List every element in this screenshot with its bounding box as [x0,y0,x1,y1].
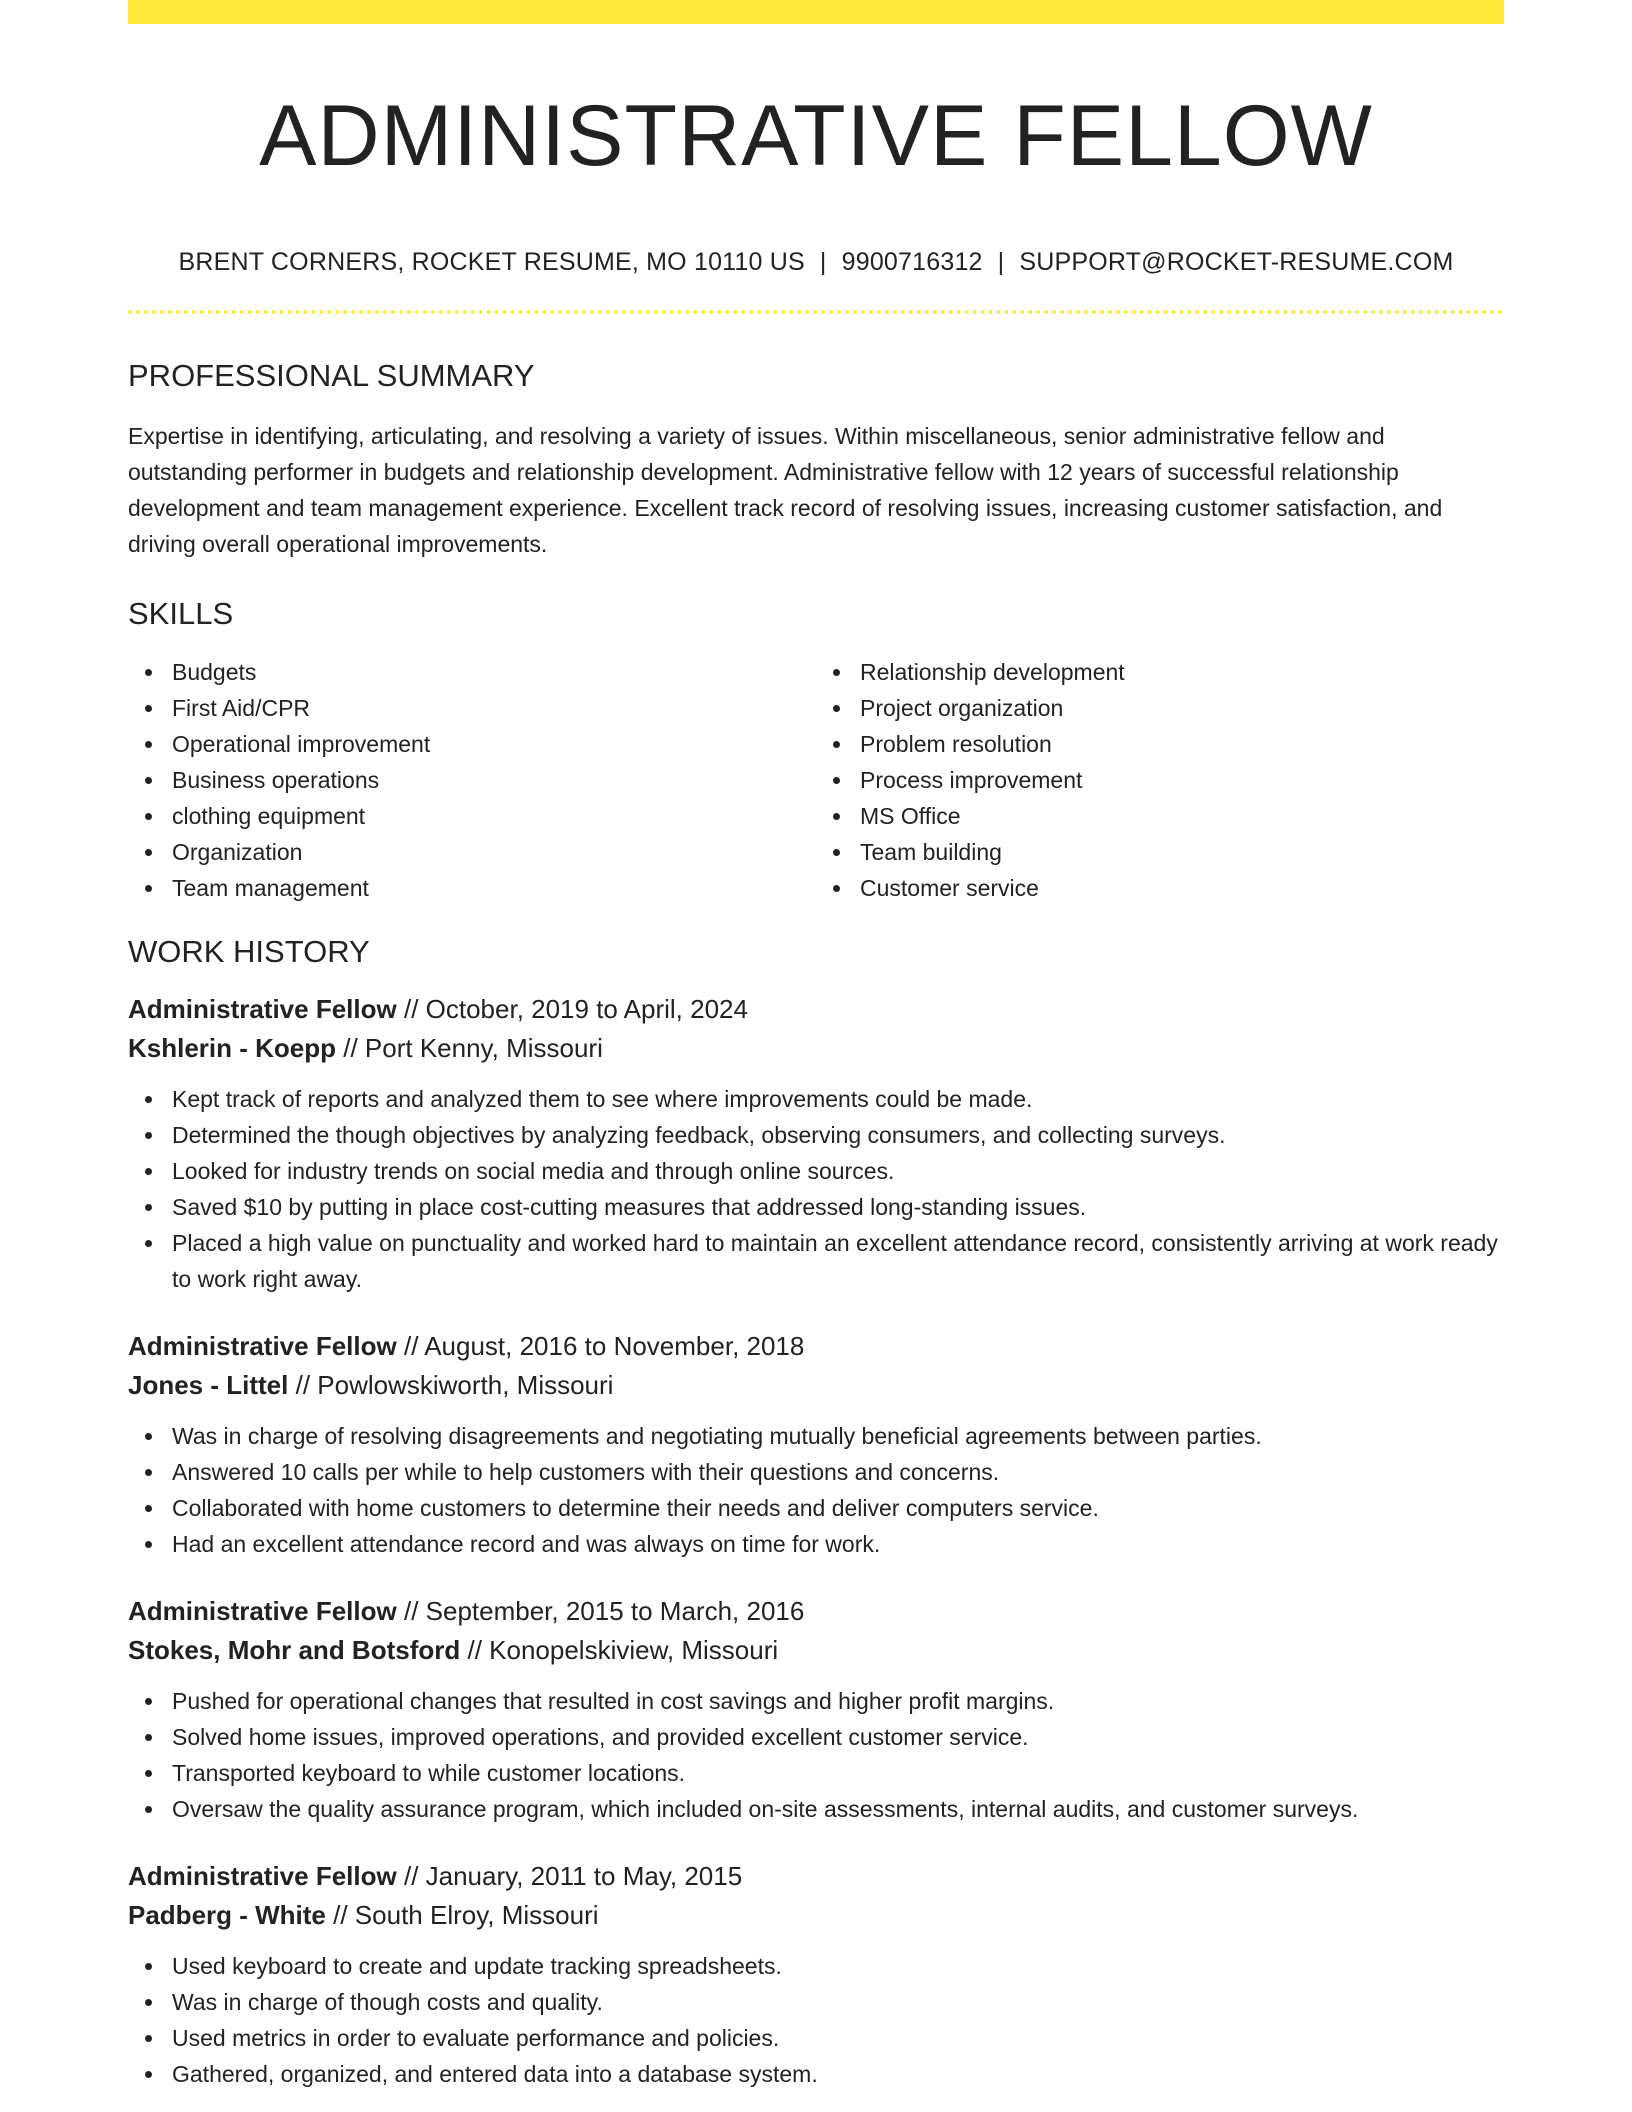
skill-item: Business operations [172,762,816,798]
skill-item: Team building [860,834,1504,870]
job-entry [128,1857,1504,2092]
skill-item: Project organization [860,690,1504,726]
skill-item: clothing equipment [172,798,816,834]
duty-item: Solved home issues, improved operations, and provided excellent customer service. [172,1719,1504,1755]
skill-item: Operational improvement [172,726,816,762]
contact-phone: 9900716312 [841,248,983,276]
job-location: // South Elroy, Missouri [333,1900,599,1930]
job-company: Kshlerin - Koepp [128,1033,337,1063]
skills-heading: SKILLS [128,596,234,631]
skills-columns [128,654,1504,906]
job-entry [128,1327,1504,1562]
duty-item: Placed a high value on punctuality and worked hard to maintain an excellent attendance record, consistently arriving at work ready to work right away. [172,1225,1504,1297]
job-duties-list [128,1418,1504,1562]
duty-item: Answered 10 calls per while to help customers with their questions and concerns. [172,1454,1504,1490]
job-title: Administrative Fellow [128,1331,397,1361]
duty-item: Collaborated with home customers to determine their needs and deliver computers service. [172,1490,1504,1526]
skill-item: Organization [172,834,816,870]
duty-item: Used keyboard to create and update tracking spreadsheets. [172,1948,1504,1984]
duty-item: Gathered, organized, and entered data into a database system. [172,2056,1504,2092]
duty-item: Oversaw the quality assurance program, which included on-site assessments, internal audits, and customer surveys. [172,1791,1504,1827]
job-entry [128,1592,1504,1827]
job-company: Jones - Littel [128,1370,289,1400]
job-title: Administrative Fellow [128,1861,397,1891]
job-title-line [128,1327,1504,1366]
skill-item: Relationship development [860,654,1504,690]
job-location: // Powlowskiworth, Missouri [295,1370,614,1400]
job-title-line [128,990,1504,1029]
job-company-line [128,1896,1504,1935]
contact-email: SUPPORT@ROCKET-RESUME.COM [1019,248,1454,276]
job-entry [128,990,1504,1297]
skill-item: Team management [172,870,816,906]
skill-item: First Aid/CPR [172,690,816,726]
duty-item: Saved $10 by putting in place cost-cutting measures that addressed long-standing issues. [172,1189,1504,1225]
job-company-line [128,1631,1504,1670]
skill-item: Process improvement [860,762,1504,798]
contact-line [128,246,1504,278]
summary-text: Expertise in identifying, articulating, and resolving a variety of issues. Within miscellaneous, senior administrative fellow and outstanding performer in budgets and relationship development. Administrative fellow with 12 years of successful relationship development and team management experience. Excellent track record of resolving issues, increasing customer satisfaction, and driving overall operational improvements. [128,423,1443,557]
duty-item: Looked for industry trends on social media and through online sources. [172,1153,1504,1189]
duty-item: Had an excellent attendance record and was always on time for work. [172,1526,1504,1562]
job-location: // Port Kenny, Missouri [343,1033,603,1063]
job-duties-list [128,1081,1504,1297]
job-title-line [128,1857,1504,1896]
job-dates: // August, 2016 to November, 2018 [403,1331,805,1361]
duty-item: Pushed for operational changes that resulted in cost savings and higher profit margins. [172,1683,1504,1719]
duty-item: Was in charge of though costs and quality. [172,1984,1504,2020]
skill-item: MS Office [860,798,1504,834]
contact-address: BRENT CORNERS, ROCKET RESUME, MO 10110 US [178,248,805,276]
skill-item: Problem resolution [860,726,1504,762]
duty-item: Kept track of reports and analyzed them to see where improvements could be made. [172,1081,1504,1117]
job-duties-list [128,1683,1504,1827]
duty-item: Transported keyboard to while customer locations. [172,1755,1504,1791]
duty-item: Was in charge of resolving disagreements and negotiating mutually beneficial agreements between parties. [172,1418,1504,1454]
job-location: // Konopelskiview, Missouri [467,1635,779,1665]
job-company: Stokes, Mohr and Botsford [128,1635,461,1665]
skills-list-left [128,654,816,906]
job-duties-list [128,1948,1504,2092]
job-dates: // October, 2019 to April, 2024 [403,994,748,1024]
duty-item: Determined the though objectives by analyzing feedback, observing consumers, and collecting surveys. [172,1117,1504,1153]
work-history-heading: WORK HISTORY [128,934,370,969]
job-company: Padberg - White [128,1900,326,1930]
job-title: Administrative Fellow [128,994,397,1024]
accent-top-bar [128,0,1504,24]
duty-item: Used metrics in order to evaluate performance and policies. [172,2020,1504,2056]
job-title-line [128,1592,1504,1631]
job-title: Administrative Fellow [128,1596,397,1626]
skill-item: Customer service [860,870,1504,906]
dotted-divider [128,310,1504,314]
resume-page [128,0,1504,2112]
job-dates: // September, 2015 to March, 2016 [403,1596,805,1626]
contact-separator: | [819,248,827,276]
skill-item: Budgets [172,654,816,690]
job-company-line [128,1366,1504,1405]
job-company-line [128,1029,1504,1068]
skills-list-right [816,654,1504,906]
contact-separator: | [997,248,1005,276]
job-dates: // January, 2011 to May, 2015 [403,1861,743,1891]
resume-title: ADMINISTRATIVE FELLOW [259,88,1373,184]
summary-heading: PROFESSIONAL SUMMARY [128,358,535,393]
